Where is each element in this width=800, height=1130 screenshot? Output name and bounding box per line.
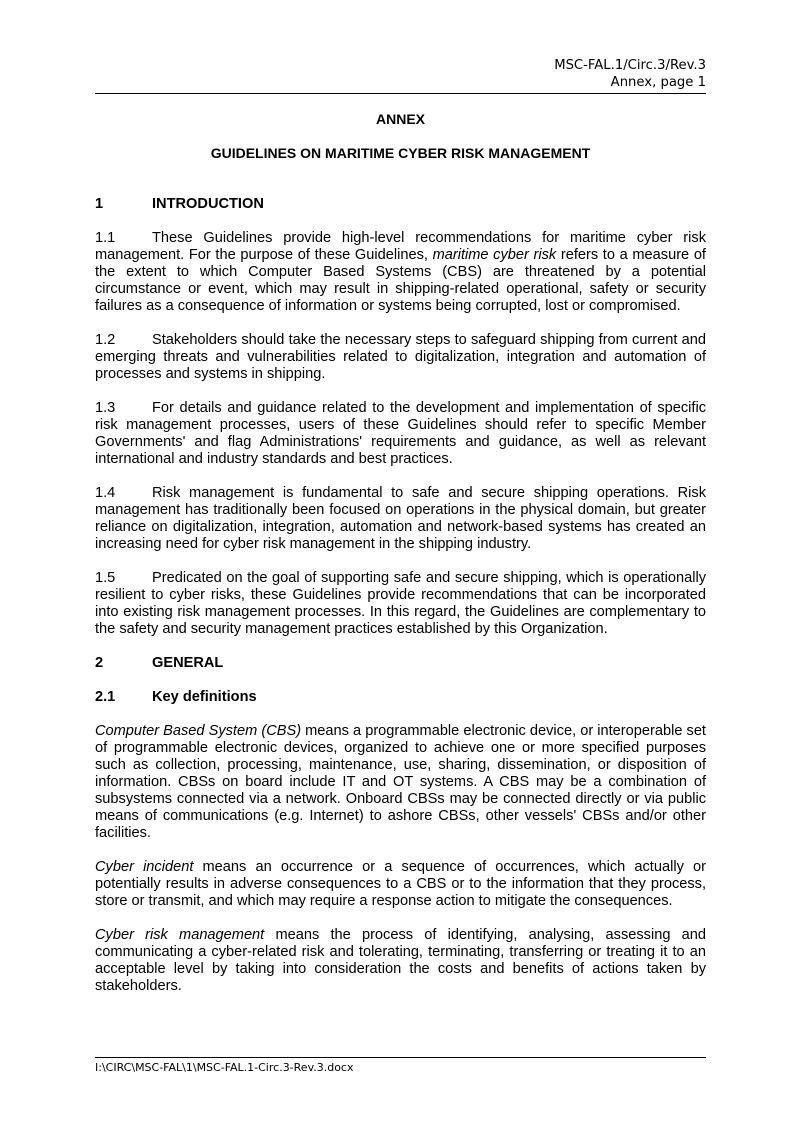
paragraph-number: 1.3 (95, 400, 116, 416)
document-title: GUIDELINES ON MARITIME CYBER RISK MANAGEMENT (210, 145, 591, 161)
subsection-number: 2.1 (95, 689, 116, 705)
paragraph-1-1 (95, 230, 706, 315)
paragraph-number: 1.2 (95, 332, 116, 348)
paragraph-number: 1.5 (95, 570, 116, 586)
paragraph-number: 1.1 (95, 230, 116, 246)
paragraph-text: refers to a measure of the extent to which Computer Based Systems (CBS) are threatened by a potential circumstance or event, which may result in shipping-related operational, safety or security failures as a consequence of information or systems being corrupted, lost or compromised. (95, 247, 706, 314)
paragraph-text: Predicated on the goal of supporting safe and secure shipping, which is operationally resilient to cyber risks, these Guidelines provide recommendations that can be incorporated into existing risk management processes. In this regard, the Guidelines are complementary to the safety and security management practices established by this Organization. (95, 570, 706, 637)
paragraph-1-5 (95, 570, 706, 638)
definition-cyber-risk-management (95, 927, 706, 995)
definition-term: Computer Based System (CBS) (95, 723, 302, 739)
paragraph-1-2 (95, 332, 706, 383)
page-indicator: Annex, page 1 (610, 75, 706, 90)
definition-text: means the process of identifying, analysing, assessing and communicating a cyber-related risk and tolerating, terminating, transferring or treating it to an acceptable level by taking into consideration the costs and benefits of actions taken by stakeholders. (95, 927, 706, 994)
italic-term: maritime cyber risk (432, 247, 557, 263)
definition-term: Cyber incident (95, 859, 194, 875)
document-body (95, 196, 706, 1012)
subsection-2-1-heading (95, 689, 706, 706)
definition-cyber-incident (95, 859, 706, 910)
file-path: I:\CIRC\MSC-FAL\1\MSC-FAL.1-Circ.3-Rev.3.docx (95, 1061, 354, 1074)
definition-term: Cyber risk management (95, 927, 265, 943)
page-footer (95, 1057, 706, 1075)
section-2-heading (95, 655, 706, 672)
section-1-heading (95, 196, 706, 213)
section-number: 1 (95, 196, 104, 212)
page-header (95, 57, 706, 94)
definition-text: means an occurrence or a sequence of occurrences, which actually or potentially results in adverse consequences to a CBS or to the information that they process, store or transmit, and which may require a response action to mitigate the consequences. (95, 859, 706, 909)
document-reference: MSC-FAL.1/Circ.3/Rev.3 (554, 58, 706, 73)
paragraph-text: These Guidelines provide high-level recommendations for maritime cyber risk management. For the purpose of these Guidelines, (95, 230, 706, 263)
paragraph-1-4 (95, 485, 706, 553)
definition-text: means a programmable electronic device, or interoperable set of programmable electronic devices, organized to achieve one or more specified purposes such as collection, processing, maintenance, use, sharing, dissemination, or disposition of information. CBSs on board include IT and OT systems. A CBS may be a combination of subsystems connected via a network. Onboard CBSs may be connected directly or via public means of communications (e.g. Internet) to ashore CBSs, other vessels' CBSs and/or other facilities. (95, 723, 706, 841)
section-number: 2 (95, 655, 104, 671)
paragraph-text: For details and guidance related to the development and implementation of specific risk management processes, users of these Guidelines should refer to specific Member Governments' and flag Administrations' requirements and guidance, as well as relevant international and industry standards and best practices. (95, 400, 706, 467)
section-title: GENERAL (152, 655, 224, 671)
paragraph-1-3 (95, 400, 706, 468)
section-title: INTRODUCTION (152, 196, 264, 212)
definition-cbs (95, 723, 706, 842)
paragraph-number: 1.4 (95, 485, 116, 501)
paragraph-text: Risk management is fundamental to safe and secure shipping operations. Risk management has traditionally been focused on operations in the physical domain, but greater reliance on digitalization, integration, automation and network-based systems has created an increasing need for cyber risk management in the shipping industry. (95, 485, 706, 552)
subsection-title: Key definitions (152, 689, 257, 705)
annex-label: ANNEX (375, 111, 425, 127)
paragraph-text: Stakeholders should take the necessary steps to safeguard shipping from current and emerging threats and vulnerabilities related to digitalization, integration and automation of processes and systems in shipping. (95, 332, 706, 382)
